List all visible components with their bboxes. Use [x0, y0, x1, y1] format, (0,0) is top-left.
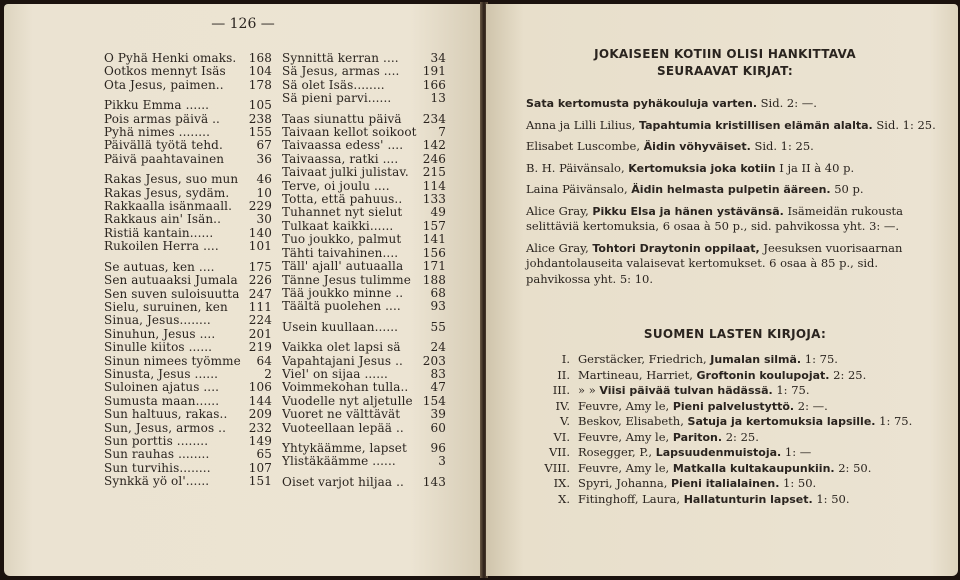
entry-number: 209: [248, 407, 272, 422]
ad-author: Elisabet Luscombe,: [526, 139, 644, 153]
book-text: [578, 492, 938, 508]
entry-number: 10: [256, 185, 272, 200]
index-entry: [282, 79, 446, 92]
index-entry: [282, 92, 446, 105]
book-text: [578, 461, 938, 477]
entry-title: Tuo joukko, palmut: [282, 233, 402, 247]
book-price: 1: 75.: [875, 414, 913, 428]
index-entry: [282, 52, 446, 65]
entry-title: Voimmekohan tulla..: [282, 381, 409, 395]
entry-number: 141: [422, 232, 446, 247]
book-title: Pieni italialainen.: [671, 477, 780, 490]
entry-number: 101: [248, 239, 272, 254]
book-number: I.: [561, 352, 570, 366]
entry-number: 188: [422, 272, 446, 287]
entry-number: 107: [248, 460, 272, 475]
index-entry: [104, 173, 272, 186]
ad-entry: [526, 118, 938, 134]
entry-title: Sä olet Isäs........: [282, 78, 385, 92]
entry-number: 47: [430, 380, 446, 395]
book-author: Gerstäcker, Friedrich,: [578, 352, 711, 366]
index-entry: [104, 65, 272, 78]
entry-title: Taivaan kellot soikoot: [282, 126, 417, 140]
entry-title: Se autuas, ken ....: [104, 260, 215, 274]
index-entry: [104, 355, 272, 368]
index-entry: [282, 408, 446, 421]
entry-number: 140: [248, 225, 272, 240]
entry-number: 96: [430, 440, 446, 455]
entry-title: Tää joukko minne ..: [282, 286, 404, 300]
entry-number: 104: [248, 64, 272, 79]
book-list-item: [526, 414, 938, 430]
index-entry: [104, 227, 272, 240]
book-author: Beskov, Elisabeth,: [578, 414, 688, 428]
index-entry: [282, 247, 446, 260]
entry-number: 93: [430, 299, 446, 314]
index-entry: [104, 187, 272, 200]
book-author: Feuvre, Amy le,: [578, 460, 673, 475]
entry-number: 171: [422, 259, 446, 274]
index-entry: [104, 200, 272, 213]
index-entry: [282, 274, 446, 287]
index-entry: [104, 99, 272, 112]
book-author: Feuvre, Amy le,: [578, 429, 673, 444]
ad-author: Alice Gray,: [526, 203, 593, 218]
index-entry: [104, 368, 272, 381]
index-entry: [282, 113, 446, 126]
entry-number: 224: [248, 313, 272, 328]
index-entry: [282, 139, 446, 152]
entry-title: Sen autuaaksi Jumala: [104, 274, 238, 288]
index-entry: [282, 166, 446, 179]
entry-title: Vuoret ne välttävät: [282, 408, 401, 422]
index-entry: [282, 126, 446, 139]
entry-number: 3: [438, 454, 446, 469]
entry-title: Sun, Jesus, armos ..: [104, 421, 226, 435]
index-entry: [104, 381, 272, 394]
entry-number: 60: [430, 420, 446, 435]
entry-number: 49: [430, 205, 446, 220]
index-entry: [104, 139, 272, 152]
entry-title: Sinusta, Jesus ......: [104, 367, 219, 381]
index-entry: [104, 341, 272, 354]
index-entry: [282, 422, 446, 435]
index-entry: [282, 65, 446, 78]
entry-title: Pyhä nimes ........: [104, 126, 210, 140]
ad-heading-line2: SEURAAVAT KIRJAT:: [656, 64, 794, 78]
entry-title: Täll' ajall' autuaalla: [282, 260, 404, 274]
entry-number: 30: [256, 212, 272, 227]
index-entry: [282, 395, 446, 408]
index-entry: [104, 213, 272, 226]
ad-details: Isämeidän rukousta selittäviä kertomuksia, 6 osaa à 50 p., sid. pahvikossa yht. 3: —.: [526, 203, 904, 233]
book-title: Matkalla kultakaupunkiin.: [672, 461, 835, 475]
book-price: 1: 50.: [812, 491, 850, 506]
book-price: 1: 75.: [801, 352, 838, 366]
entry-title: Synnittä kerran ....: [282, 52, 399, 65]
entry-title: Usein kuullaan......: [282, 320, 399, 334]
entry-title: Sun turvihis........: [104, 461, 211, 475]
entry-title: Vuoteellaan lepää ..: [282, 421, 404, 435]
ad-details: Jeesuksen vuorisaarnan johdantolauseita valaisevat kertomukset. 6 osaa à 85 p., sid. pahvikossa yht. 5: 10.: [526, 240, 903, 286]
entry-number: 65: [256, 447, 272, 462]
entry-number: 178: [248, 77, 272, 92]
index-entry: [104, 240, 272, 253]
book-list-item: [526, 383, 938, 399]
entry-title: Sinua, Jesus........: [104, 314, 211, 328]
book-number: X.: [558, 491, 570, 506]
entry-title: Sumusta maan......: [104, 394, 220, 408]
entry-number: 246: [422, 151, 446, 166]
entry-number: 144: [248, 393, 272, 408]
index-column-2: [282, 52, 446, 489]
index-entry: [104, 274, 272, 287]
book-list-item: [526, 461, 938, 477]
book-number: IX.: [553, 476, 570, 490]
entry-title: Sinuhun, Jesus ....: [104, 327, 216, 341]
index-entry: [282, 355, 446, 368]
index-entry: [282, 442, 446, 455]
entry-title: Suloinen ajatus ....: [104, 381, 220, 395]
book-title: Hallatunturin lapset.: [683, 492, 813, 506]
entry-number: 151: [248, 474, 272, 489]
index-entry: [282, 368, 446, 381]
book-title: Satuja ja kertomuksia lapsille.: [687, 415, 876, 428]
book-list-item: [526, 492, 938, 508]
ad-entry: [526, 96, 938, 112]
ad-author: Alice Gray,: [526, 240, 593, 255]
entry-number: 219: [248, 340, 272, 355]
ad-entry: [526, 182, 938, 198]
entry-number: 64: [256, 353, 272, 368]
page-number: — 126 —: [211, 16, 275, 32]
entry-number: 105: [248, 98, 272, 113]
entry-title: Päivä paahtavainen: [104, 152, 225, 166]
index-entry: [282, 455, 446, 468]
entry-title: Rakkaus ain' Isän..: [104, 213, 222, 227]
index-entry: [104, 52, 272, 65]
ad-list: [526, 96, 938, 293]
entry-number: 34: [430, 51, 446, 65]
index-entry: [104, 448, 272, 461]
entry-number: 67: [256, 138, 272, 153]
entry-title: Päivällä työtä tehd.: [104, 139, 223, 153]
entry-title: Sen suven suloisuutta: [104, 287, 240, 301]
book-text: [578, 399, 938, 415]
entry-title: Tänne Jesus tulimme: [282, 273, 411, 287]
entry-number: 2: [264, 366, 272, 381]
book-list-item: [526, 445, 938, 461]
entry-title: Sä Jesus, armas ....: [282, 65, 400, 79]
book-price: 2: 50.: [834, 460, 872, 475]
entry-number: 114: [422, 178, 446, 193]
index-entry: [104, 261, 272, 274]
index-entry: [282, 476, 446, 489]
index-entry: [282, 206, 446, 219]
index-entry: [104, 153, 272, 166]
entry-title: Taivaassa edess' ....: [282, 139, 404, 153]
ad-author: B. H. Päivänsalo,: [526, 160, 629, 175]
book-author: Martineau, Harriet,: [578, 367, 697, 382]
entry-number: 166: [422, 77, 446, 92]
ad-title: Kertomuksia joka kotiin: [628, 161, 776, 175]
book-author: Fitinghoff, Laura,: [578, 491, 684, 506]
index-entry: [282, 287, 446, 300]
entry-title: Sun haltuus, rakas..: [104, 408, 228, 422]
entry-number: 191: [422, 64, 446, 79]
index-entry: [104, 422, 272, 435]
entry-number: 111: [248, 299, 272, 314]
book-list-item: [526, 352, 938, 368]
entry-title: Ylistäkäämme ......: [282, 455, 396, 469]
book-text: [578, 414, 938, 430]
ad-title: Tapahtumia kristillisen elämän alalta.: [639, 118, 873, 132]
book-title: Pariton.: [672, 430, 723, 444]
entry-title: Sä pieni parvi......: [282, 92, 392, 106]
index-entry: [282, 193, 446, 206]
entry-title: Totta, että pahuus..: [282, 193, 403, 207]
book-list-item: [526, 368, 938, 384]
book-text: [578, 430, 938, 446]
book-author: Rosegger, P.,: [578, 445, 656, 459]
entry-title: Vuodelle nyt aljetulle: [282, 394, 413, 408]
entry-number: 215: [422, 165, 446, 180]
ad-details: Sid. 1: 25.: [872, 117, 936, 132]
book-number: VII.: [548, 445, 570, 459]
entry-number: 46: [256, 172, 272, 187]
entry-number: 7: [438, 125, 446, 140]
book-list-item: [526, 399, 938, 415]
entry-number: 247: [248, 286, 272, 301]
index-entry: [104, 475, 272, 488]
book-list: [526, 352, 938, 507]
index-entry: [104, 113, 272, 126]
book-price: 2: 25.: [829, 367, 867, 382]
entry-title: Sielu, suruinen, ken: [104, 300, 228, 314]
entry-number: 175: [248, 259, 272, 274]
entry-title: Sun rauhas ........: [104, 448, 210, 462]
book-list-item: [526, 476, 938, 492]
entry-title: Rakas Jesus, suo mun: [104, 173, 239, 187]
book-author: Spyri, Johanna,: [578, 476, 671, 490]
entry-title: Rakas Jesus, sydäm.: [104, 186, 230, 200]
entry-number: 149: [248, 433, 272, 448]
index-entry: [282, 153, 446, 166]
ad-author: Laina Päivänsalo,: [526, 182, 632, 196]
index-entry: [282, 381, 446, 394]
entry-title: Synkkä yö ol'......: [104, 475, 210, 489]
book-price: 2: 25.: [722, 429, 759, 444]
entry-number: 155: [248, 125, 272, 140]
index-entry: [104, 314, 272, 327]
entry-number: 226: [248, 273, 272, 288]
ad-details: Sid. 2: —.: [757, 96, 817, 110]
entry-title: Yhtykäämme, lapset: [282, 441, 407, 455]
ad-details: I ja II à 40 p.: [775, 160, 855, 175]
entry-title: Vaikka olet lapsi sä: [282, 341, 401, 355]
index-column-1: [104, 52, 272, 489]
index-entry: [104, 435, 272, 448]
index-entry: [104, 288, 272, 301]
entry-number: 157: [422, 218, 446, 233]
book-number: VI.: [553, 429, 570, 444]
entry-number: 36: [256, 151, 272, 166]
index-entry: [104, 395, 272, 408]
book-price: 2: —.: [794, 398, 828, 413]
book-text: [578, 368, 938, 384]
index-entry: [282, 300, 446, 313]
entry-number: 83: [430, 366, 446, 381]
entry-number: 238: [248, 111, 272, 126]
entry-title: Sun porttis ........: [104, 434, 209, 448]
entry-number: 133: [422, 192, 446, 207]
index-entry: [282, 341, 446, 354]
entry-title: Ristiä kantain......: [104, 226, 214, 240]
entry-number: 142: [422, 138, 446, 153]
entry-number: 234: [422, 111, 446, 126]
book-title: Pieni palvelustyttö.: [672, 399, 795, 413]
entry-number: 232: [248, 420, 272, 435]
entry-title: Ota Jesus, paimen..: [104, 78, 224, 92]
entry-title: Terve, oi joulu ....: [282, 179, 390, 193]
entry-title: Vapahtajani Jesus ..: [282, 354, 403, 368]
book-author: Feuvre, Amy le,: [578, 398, 673, 413]
book-number: V.: [560, 414, 570, 428]
ad-entry: [526, 139, 938, 155]
entry-title: Tulkaat kaikki......: [282, 219, 394, 233]
book-title: Lapsuudenmuistoja.: [655, 446, 782, 459]
ad-title: Pikku Elsa ja hänen ystävänsä.: [592, 204, 784, 218]
book-number: IV.: [555, 398, 570, 413]
book-title: Jumalan silmä.: [710, 353, 802, 366]
book-text: [578, 383, 938, 399]
book-price: 1: —: [781, 445, 812, 459]
entry-title: Rukoilen Herra ....: [104, 240, 219, 254]
entry-number: 55: [430, 319, 446, 334]
entry-title: Pois armas päivä ..: [104, 112, 220, 126]
entry-title: Pikku Emma ......: [104, 99, 210, 113]
entry-number: 24: [430, 340, 446, 355]
index-entry: [282, 321, 446, 334]
entry-title: Öiset varjot hiljaa ..: [282, 475, 404, 489]
entry-number: 203: [422, 353, 446, 368]
entry-number: 106: [248, 380, 272, 395]
entry-title: Viel' on sijaa ......: [282, 367, 388, 381]
entry-title: Tuhannet nyt sielut: [282, 206, 403, 220]
book-text: [578, 352, 938, 368]
ad-entry: [526, 204, 938, 235]
ad-title: Äidin vöhyväiset.: [643, 140, 751, 153]
book-number: III.: [552, 383, 570, 397]
index-entry: [104, 328, 272, 341]
book-number: VIII.: [544, 460, 570, 475]
book-price: 1: 50.: [779, 476, 817, 490]
book-author: » »: [578, 383, 600, 397]
book-title: Viisi päivää tulvan hädässä.: [599, 384, 773, 397]
book-list-item: [526, 430, 938, 446]
book-text: [578, 445, 938, 461]
ad-details: Sid. 1: 25.: [750, 139, 814, 153]
ad-entry: [526, 161, 938, 177]
book-text: [578, 476, 938, 492]
entry-title: Sinulle kiitos ......: [104, 341, 213, 355]
index-entry: [282, 180, 446, 193]
entry-number: 156: [422, 245, 446, 260]
entry-number: 201: [248, 326, 272, 341]
index-entry: [104, 408, 272, 421]
index-entry: [104, 126, 272, 139]
index-entry: [282, 220, 446, 233]
ad-title: Sata kertomusta pyhäkouluja varten.: [526, 97, 758, 110]
entry-title: Taivaat julki julistav.: [282, 166, 409, 180]
book-title: Groftonin koulupojat.: [696, 368, 830, 382]
index-entry: [104, 301, 272, 314]
ad-title: Tohtori Draytonin oppilaat,: [592, 241, 760, 255]
ad-heading-line1: JOKAISEEN KOTIIN OLISI HANKITTAVA: [594, 47, 856, 61]
entry-number: 229: [248, 199, 272, 214]
entry-title: Rakkaalla isänmaall.: [104, 200, 233, 214]
entry-number: 143: [422, 474, 446, 489]
entry-title: Sinun nimees työmme: [104, 354, 241, 368]
entry-title: Taas siunattu päivä: [282, 112, 402, 126]
entry-title: Taivaassa, ratki ....: [282, 152, 399, 166]
book-price: 1: 75.: [772, 383, 810, 397]
ad-author: Anna ja Lilli Lilius,: [526, 117, 640, 132]
ad-entry: [526, 241, 938, 288]
entry-title: Ootkos mennyt Isäs: [104, 65, 226, 79]
entry-number: 154: [422, 393, 446, 408]
ad-title: Äidin helmasta pulpetin ääreen.: [631, 183, 831, 196]
index-entry: [282, 260, 446, 273]
entry-title: Täältä puolehen ....: [282, 300, 401, 314]
entry-title: Tähti taivahinen....: [282, 246, 399, 260]
index-entry: [104, 462, 272, 475]
entry-number: 13: [430, 91, 446, 106]
list-heading: SUOMEN LASTEN KIRJOJA:: [643, 327, 827, 341]
index-entry: [104, 79, 272, 92]
entry-number: 68: [430, 285, 446, 300]
entry-number: 168: [248, 51, 272, 65]
index-entry: [282, 233, 446, 246]
ad-details: 50 p.: [830, 182, 864, 196]
entry-number: 39: [430, 407, 446, 422]
book-number: II.: [557, 367, 570, 382]
entry-title: O Pyhä Henki omaks.: [104, 52, 237, 65]
